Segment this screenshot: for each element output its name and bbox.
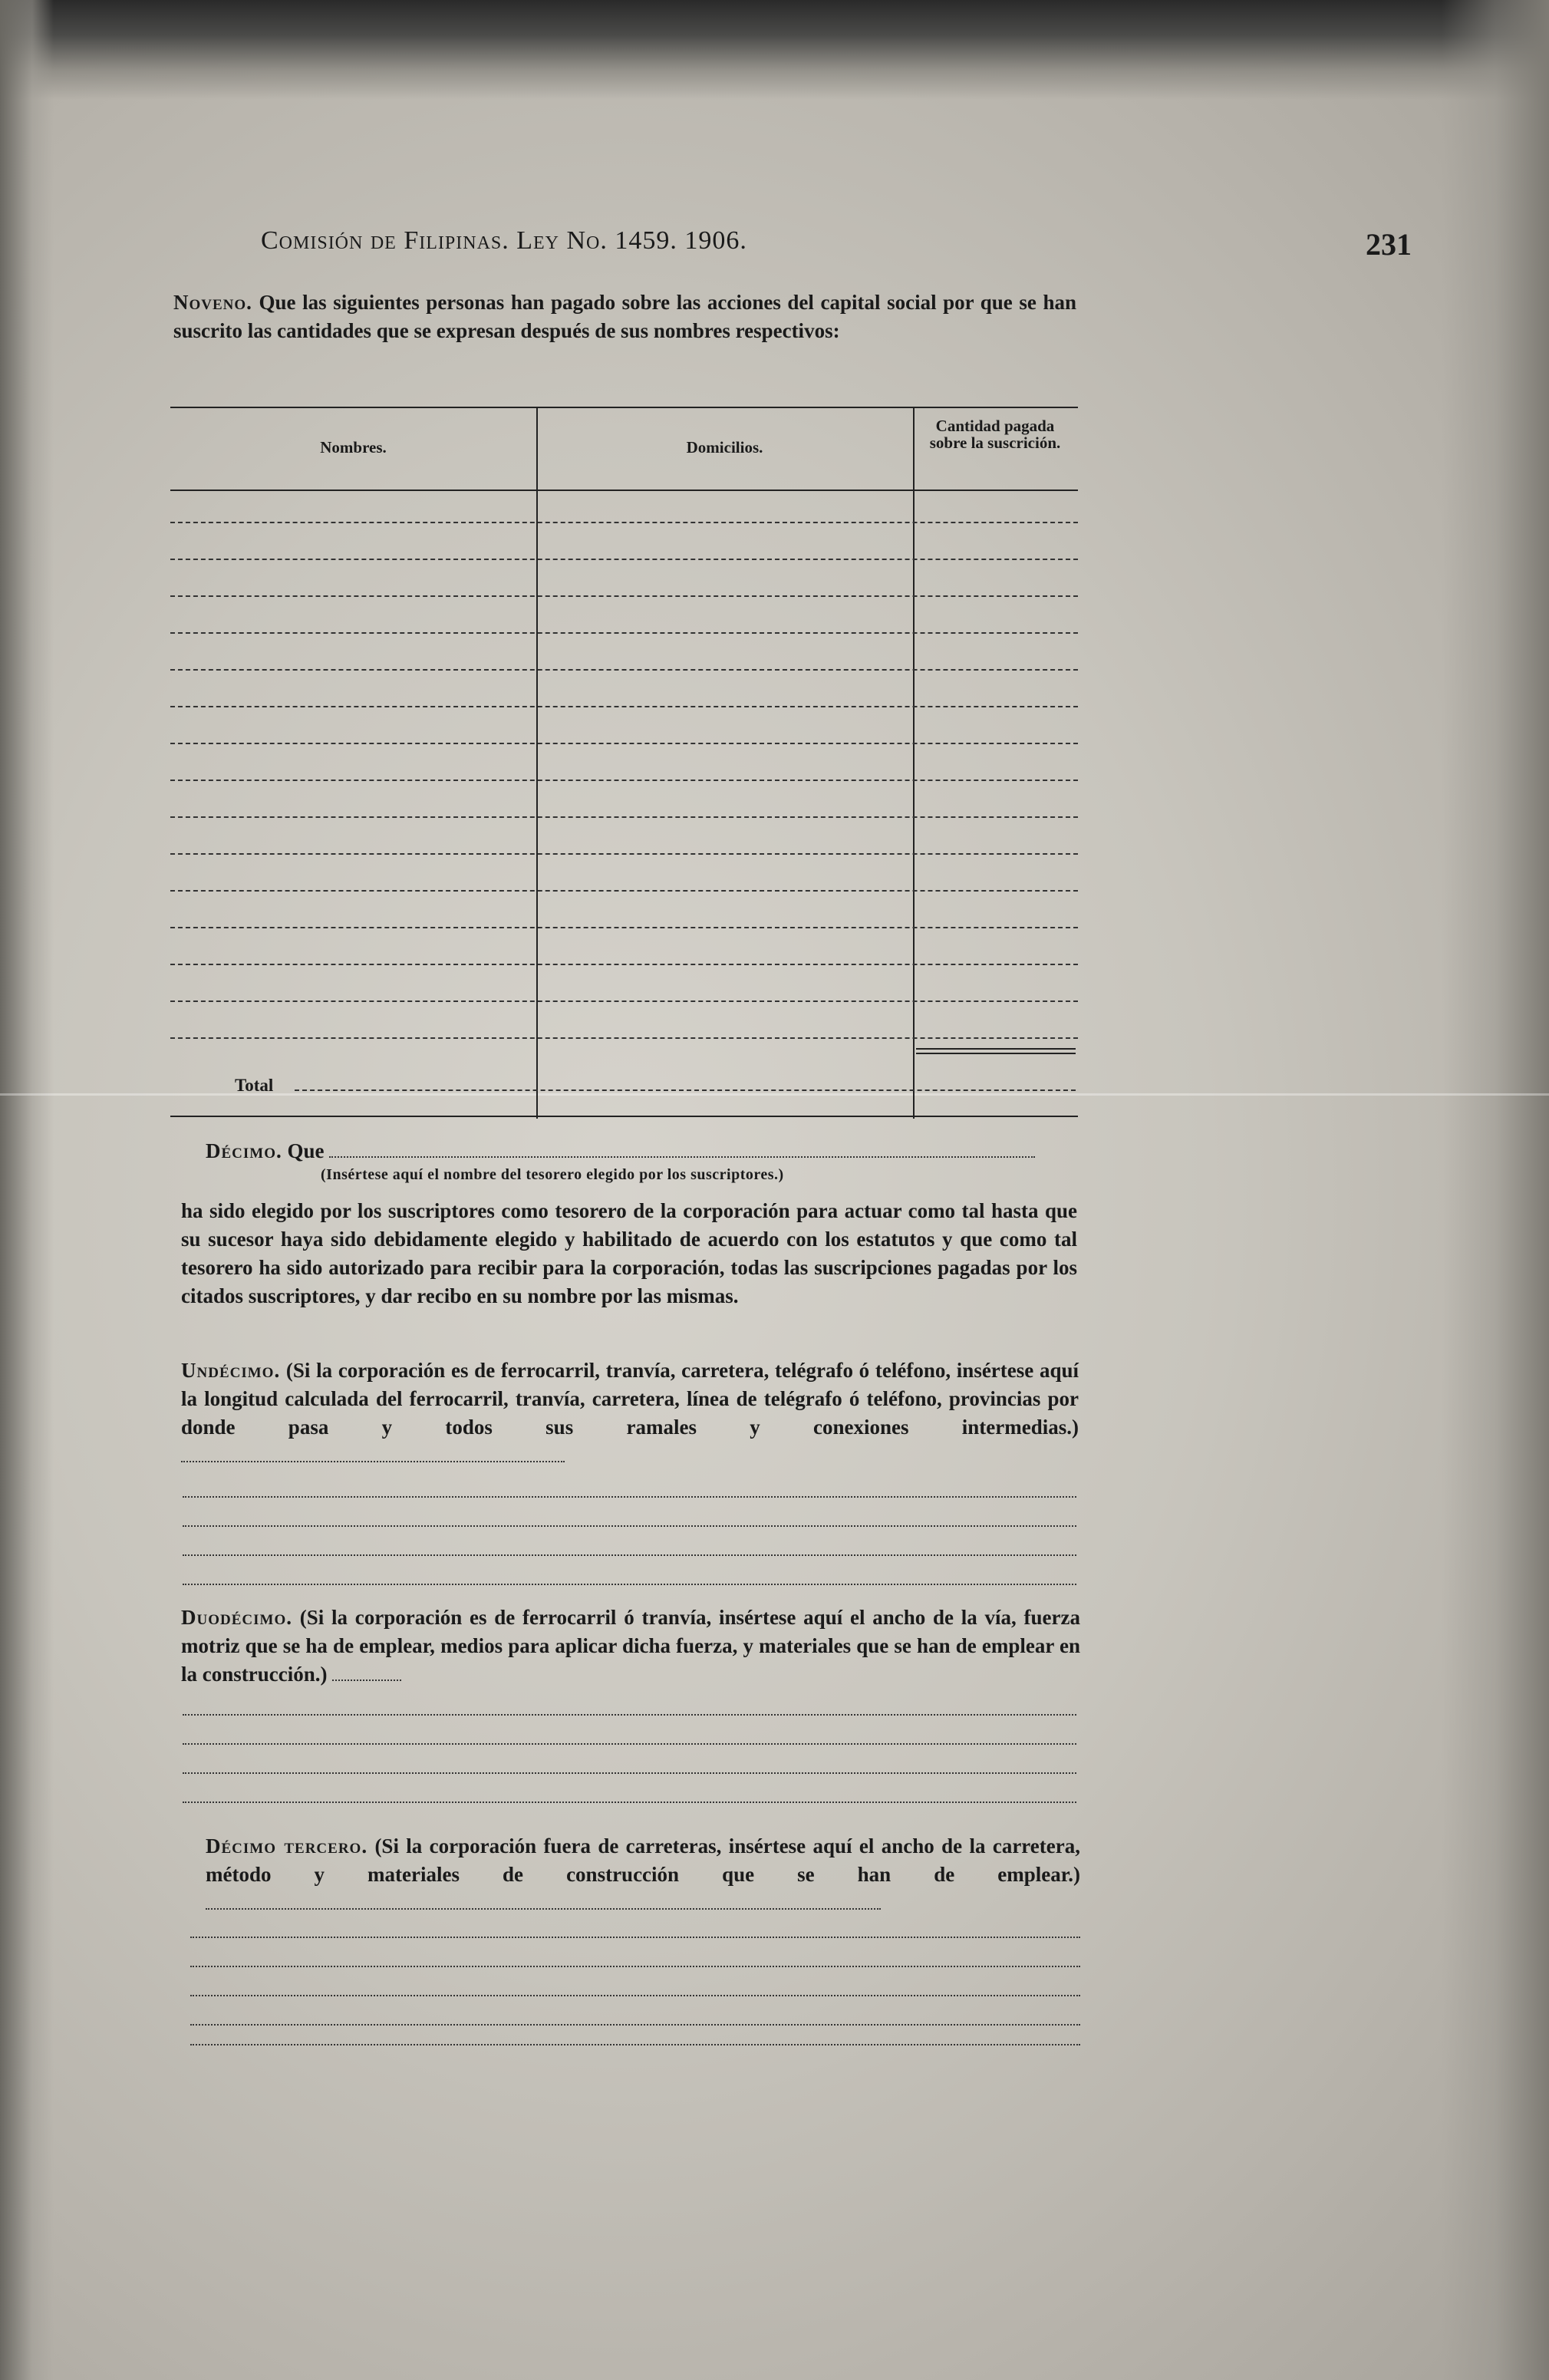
duodecimo-blank-line [183,1743,1076,1745]
decimo-tercero-blank-line [190,1937,1080,1938]
table-row-line [170,927,1078,928]
duodecimo-fill-line [332,1680,401,1681]
header-domicilios: Domicilios. [686,438,763,457]
page-number: 231 [1366,227,1412,262]
decimo-tercero-blank-line [190,2024,1080,2026]
decimo-paragraph: ha sido elegido por los suscriptores como tesorero de la corporación para actuar como tal hasta que su sucesor haya sido debidamente elegido y habilitado de acuerdo con los estatutos y que como tal tesorero ha sido autorizado para recibir para la corporación, todas las suscripciones pagadas por los citados suscriptores, y dar recibo en su nombre por las mismas. [181,1199,1077,1307]
duodecimo-blank-line [183,1714,1076,1716]
subtotal-rule [916,1048,1076,1050]
table-top-rule [170,407,1078,408]
decimo-tercero-fill-line [206,1908,881,1910]
undecimo-fill-line [181,1461,565,1462]
decimo-caption: (Insértese aquí el nombre del tesorero elegido por los suscriptores.) [321,1166,784,1183]
page-stain-right [1442,0,1549,2380]
running-title: Comisión de Filipinas. Ley No. 1459. 1906. [261,226,747,255]
table-row-line [170,632,1078,634]
noveno-paragraph [173,288,1076,345]
undecimo-paragraph [181,1356,1079,1470]
duodecimo-blank-line [183,1772,1076,1774]
table-row-line [170,559,1078,560]
duodecimo-lead: Duodécimo. [181,1606,292,1629]
subtotal-rule [916,1053,1076,1054]
table-row-line [170,595,1078,597]
header-cantidad: Cantidad pagada sobre la suscrición. [929,417,1061,452]
header-nombres: Nombres. [320,438,387,457]
table-row-line [170,890,1078,892]
undecimo-blank-line [183,1525,1076,1527]
undecimo-blank-line [183,1584,1076,1585]
noveno-lead: Noveno. [173,291,252,314]
undecimo-blank-line [183,1554,1076,1556]
table-row-line [170,669,1078,671]
decimo-tercero-lead: Décimo tercero. [206,1834,368,1858]
duodecimo-paragraph [181,1604,1080,1689]
table-column-divider [536,407,538,1119]
decimo-tercero-blank-line [190,2044,1080,2045]
table-row-line [170,1000,1078,1002]
decimo-tercero-blank-line [190,1966,1080,1967]
total-label: Total [235,1076,274,1095]
undecimo-lead: Undécimo. [181,1359,281,1382]
table-row-line [170,743,1078,744]
subscribers-table [170,407,1078,1119]
table-row-line [170,522,1078,523]
duodecimo-blank-line [183,1801,1076,1803]
undecimo-blank-line [183,1496,1076,1498]
treasurer-name-field [329,1156,1035,1158]
table-row-line [170,780,1078,781]
decimo-lead: Décimo. [206,1139,282,1162]
duodecimo-text: (Si la corporación es de ferrocarril ó tranvía, insértese aquí el ancho de la vía, fuerza motriz que se ha de emplear, medios para aplicar dicha fuerza, y materiales que se han de emplear en la construcción.) [181,1606,1080,1686]
table-row-line [170,964,1078,965]
decimo-tercero-blank-line [190,1995,1080,1996]
table-row-line [170,853,1078,855]
decimo-tercero-paragraph [206,1832,1080,1917]
page-header [261,226,1412,260]
table-header-rule [170,490,1078,491]
table-row-line [170,816,1078,818]
table-row-line [170,706,1078,707]
page-stain-top [0,0,1549,100]
noveno-text: Que las siguientes personas han pagado sobre las acciones del capital social por que se han suscrito las cantidades que se expresan después de sus nombres respectivos: [173,291,1076,342]
decimo-tercero-text: (Si la corporación fuera de carreteras, insértese aquí el ancho de la carretera, método y materiales de construcción que se han de emplear.) [206,1834,1080,1886]
undecimo-text: (Si la corporación es de ferrocarril, tranvía, carretera, telégrafo ó teléfono, insértese aquí la longitud calculada del ferrocarril, tranvía, carretera, línea de telégrafo ó teléfono, provincias por donde pasa y todos sus ramales y conexiones intermedias.) [181,1359,1079,1439]
decimo-que: Que [287,1139,325,1162]
decimo-heading [206,1137,1080,1165]
page-stain-left [0,0,54,2380]
table-bottom-rule [170,1116,1078,1117]
table-column-divider [913,407,915,1119]
total-line [295,1089,1076,1091]
table-row-line [170,1037,1078,1039]
